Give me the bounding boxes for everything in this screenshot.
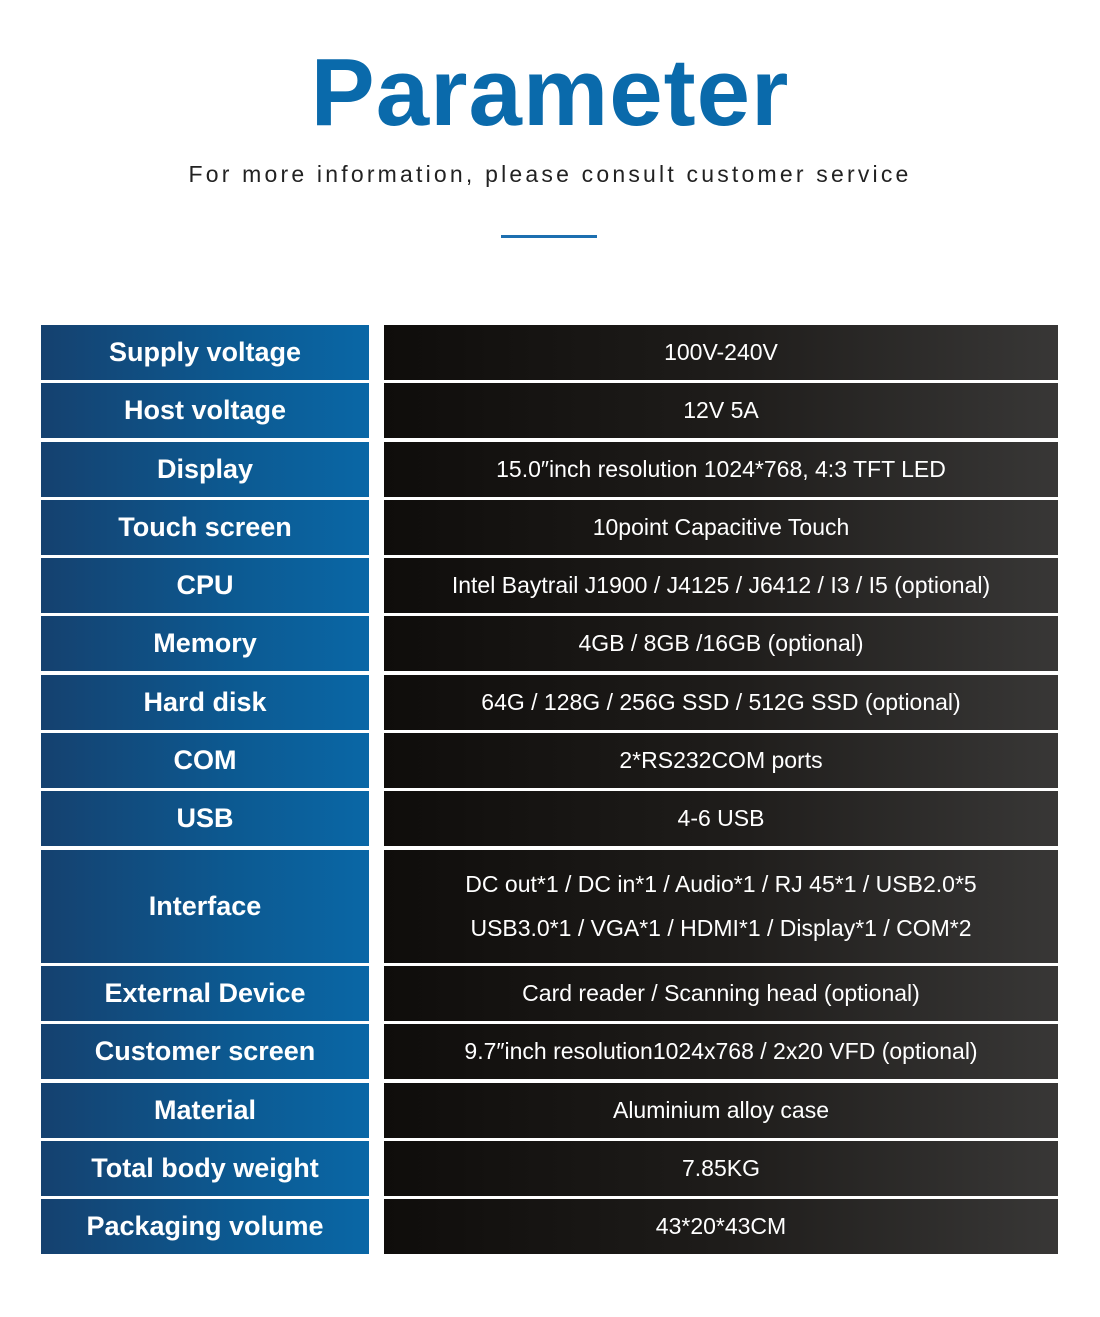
spec-row-com: [41, 733, 1058, 788]
spec-row-customer-screen: [41, 1024, 1058, 1079]
spec-label: COM: [41, 733, 369, 788]
spec-value: Card reader / Scanning head (optional): [384, 966, 1058, 1021]
spec-label: Host voltage: [41, 383, 369, 438]
spec-row-host-voltage: [41, 383, 1058, 438]
spec-row-packaging-volume: [41, 1199, 1058, 1254]
title-divider: [501, 235, 597, 238]
spec-row-usb: [41, 791, 1058, 846]
spec-label: USB: [41, 791, 369, 846]
spec-label: Customer screen: [41, 1024, 369, 1079]
spec-value: Aluminium alloy case: [384, 1083, 1058, 1138]
spec-label: Hard disk: [41, 675, 369, 730]
spec-row-supply-voltage: [41, 325, 1058, 380]
spec-value: 2*RS232COM ports: [384, 733, 1058, 788]
page-title: Parameter: [310, 39, 790, 146]
spec-label: Memory: [41, 616, 369, 671]
spec-row-material: [41, 1083, 1058, 1138]
spec-label: Packaging volume: [41, 1199, 369, 1254]
spec-value-line: USB3.0*1 / VGA*1 / HDMI*1 / Display*1 / COM*2: [470, 915, 972, 942]
spec-label: Supply voltage: [41, 325, 369, 380]
spec-row-interface: [41, 850, 1058, 963]
spec-label: Material: [41, 1083, 369, 1138]
spec-row-display: [41, 442, 1058, 497]
spec-label: Touch screen: [41, 500, 369, 555]
spec-row-external-device: [41, 966, 1058, 1021]
spec-row-cpu: [41, 558, 1058, 613]
spec-value: 4-6 USB: [384, 791, 1058, 846]
spec-row-memory: [41, 616, 1058, 671]
page-subtitle: For more information, please consult customer service: [188, 161, 912, 187]
spec-table: [41, 325, 1058, 1257]
spec-value: 9.7″inch resolution1024x768 / 2x20 VFD (optional): [384, 1024, 1058, 1079]
spec-value: 7.85KG: [384, 1141, 1058, 1196]
spec-value-line: DC out*1 / DC in*1 / Audio*1 / RJ 45*1 / USB2.0*5: [465, 871, 977, 898]
spec-value: [384, 850, 1058, 963]
spec-value: 100V-240V: [384, 325, 1058, 380]
spec-row-total-body-weight: [41, 1141, 1058, 1196]
spec-label: Interface: [41, 850, 369, 963]
spec-row-hard-disk: [41, 675, 1058, 730]
spec-label: Total body weight: [41, 1141, 369, 1196]
spec-value: 43*20*43CM: [384, 1199, 1058, 1254]
spec-value: 12V 5A: [384, 383, 1058, 438]
spec-value: 4GB / 8GB /16GB (optional): [384, 616, 1058, 671]
spec-value: 15.0″inch resolution 1024*768, 4:3 TFT LED: [384, 442, 1058, 497]
spec-label: CPU: [41, 558, 369, 613]
spec-value: 64G / 128G / 256G SSD / 512G SSD (optional): [384, 675, 1058, 730]
spec-value: Intel Baytrail J1900 / J4125 / J6412 / I3 / I5 (optional): [384, 558, 1058, 613]
spec-label: Display: [41, 442, 369, 497]
spec-value: 10point Capacitive Touch: [384, 500, 1058, 555]
spec-row-touch-screen: [41, 500, 1058, 555]
spec-label: External Device: [41, 966, 369, 1021]
